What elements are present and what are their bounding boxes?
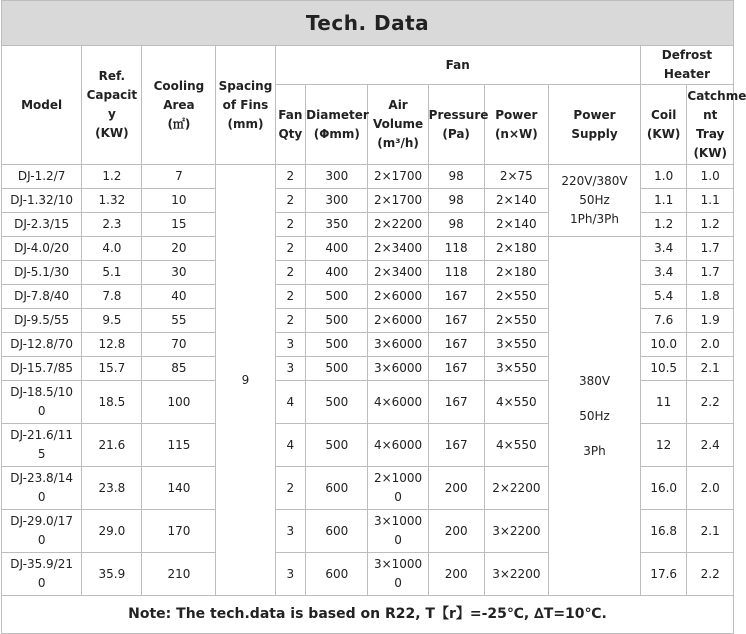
cell-tray: 1.1	[687, 189, 734, 213]
cell-fan-qty: 2	[275, 213, 306, 237]
header-fan-group: Fan	[275, 46, 640, 85]
cell-area: 7	[142, 165, 216, 189]
cell-air-volume: 2×6000	[368, 285, 428, 309]
cell-power: 3×2200	[484, 553, 548, 596]
cell-coil: 3.4	[640, 237, 686, 261]
cell-tray: 1.9	[687, 309, 734, 333]
cell-area: 30	[142, 261, 216, 285]
cell-tray: 1.7	[687, 261, 734, 285]
cell-pressure: 200	[428, 467, 484, 510]
cell-pressure: 118	[428, 261, 484, 285]
cell-coil: 5.4	[640, 285, 686, 309]
header-diameter: Diameter (Φmm)	[306, 85, 368, 165]
cell-area: 85	[142, 357, 216, 381]
cell-diameter: 500	[306, 381, 368, 424]
cell-power: 4×550	[484, 424, 548, 467]
cell-diameter: 500	[306, 357, 368, 381]
cell-tray: 1.7	[687, 237, 734, 261]
cell-power: 4×550	[484, 381, 548, 424]
header-spacing-of-fins: Spacing of Fins (mm)	[216, 46, 275, 165]
cell-model: DJ-23.8/14 0	[2, 467, 82, 510]
cell-model: DJ-9.5/55	[2, 309, 82, 333]
cell-air-volume: 3×1000 0	[368, 553, 428, 596]
cell-power-supply-group1: 220V/380V 50Hz 1Ph/3Ph	[549, 165, 641, 237]
header-model: Model	[2, 46, 82, 165]
cell-model: DJ-12.8/70	[2, 333, 82, 357]
cell-diameter: 500	[306, 285, 368, 309]
cell-air-volume: 2×2200	[368, 213, 428, 237]
cell-pressure: 167	[428, 333, 484, 357]
cell-pressure: 167	[428, 424, 484, 467]
cell-area: 20	[142, 237, 216, 261]
cell-area: 140	[142, 467, 216, 510]
cell-area: 115	[142, 424, 216, 467]
cell-air-volume: 3×6000	[368, 357, 428, 381]
cell-fan-qty: 4	[275, 381, 306, 424]
cell-diameter: 500	[306, 424, 368, 467]
cell-coil: 16.0	[640, 467, 686, 510]
cell-power: 2×75	[484, 165, 548, 189]
cell-model: DJ-18.5/10 0	[2, 381, 82, 424]
cell-diameter: 600	[306, 553, 368, 596]
cell-pressure: 167	[428, 309, 484, 333]
cell-fan-qty: 3	[275, 333, 306, 357]
cell-power: 2×180	[484, 237, 548, 261]
cell-power: 2×550	[484, 285, 548, 309]
header-catchment-tray: Catchme nt Tray (KW)	[687, 85, 734, 165]
cell-pressure: 98	[428, 165, 484, 189]
cell-ref: 5.1	[82, 261, 142, 285]
cell-diameter: 500	[306, 309, 368, 333]
cell-fan-qty: 2	[275, 261, 306, 285]
cell-coil: 10.5	[640, 357, 686, 381]
cell-pressure: 98	[428, 189, 484, 213]
cell-power-supply-group2: 380V 50Hz 3Ph	[549, 237, 641, 596]
cell-ref: 29.0	[82, 510, 142, 553]
cell-coil: 16.8	[640, 510, 686, 553]
header-power: Power (n×W)	[484, 85, 548, 165]
cell-area: 100	[142, 381, 216, 424]
cell-air-volume: 2×1000 0	[368, 467, 428, 510]
cell-model: DJ-4.0/20	[2, 237, 82, 261]
cell-tray: 1.0	[687, 165, 734, 189]
cell-air-volume: 2×3400	[368, 237, 428, 261]
cell-air-volume: 2×1700	[368, 165, 428, 189]
cell-ref: 1.2	[82, 165, 142, 189]
cell-air-volume: 4×6000	[368, 381, 428, 424]
cell-coil: 12	[640, 424, 686, 467]
cell-ref: 9.5	[82, 309, 142, 333]
header-air-volume: Air Volume (m³/h)	[368, 85, 428, 165]
cell-diameter: 400	[306, 261, 368, 285]
cell-area: 55	[142, 309, 216, 333]
cell-model: DJ-1.2/7	[2, 165, 82, 189]
cell-ref: 1.32	[82, 189, 142, 213]
header-coil: Coil (KW)	[640, 85, 686, 165]
cell-tray: 2.1	[687, 357, 734, 381]
table-row	[2, 237, 734, 261]
cell-ref: 21.6	[82, 424, 142, 467]
header-ref-capacity: Ref. Capacit y (KW)	[82, 46, 142, 165]
cell-air-volume: 3×1000 0	[368, 510, 428, 553]
cell-ref: 7.8	[82, 285, 142, 309]
cell-fan-qty: 2	[275, 189, 306, 213]
cell-fan-qty: 3	[275, 357, 306, 381]
cell-ref: 4.0	[82, 237, 142, 261]
cell-air-volume: 2×6000	[368, 309, 428, 333]
cell-power: 3×2200	[484, 510, 548, 553]
cell-area: 15	[142, 213, 216, 237]
cell-diameter: 400	[306, 237, 368, 261]
cell-power: 2×550	[484, 309, 548, 333]
table-note: Note: The tech.data is based on R22, T【r】=-25℃, ∆T=10℃.	[2, 596, 734, 634]
cell-power: 2×140	[484, 189, 548, 213]
cell-model: DJ-5.1/30	[2, 261, 82, 285]
cell-air-volume: 4×6000	[368, 424, 428, 467]
cell-coil: 1.1	[640, 189, 686, 213]
cell-coil: 10.0	[640, 333, 686, 357]
cell-coil: 1.2	[640, 213, 686, 237]
cell-diameter: 350	[306, 213, 368, 237]
header-pressure: Pressure (Pa)	[428, 85, 484, 165]
cell-ref: 18.5	[82, 381, 142, 424]
cell-ref: 12.8	[82, 333, 142, 357]
cell-tray: 2.0	[687, 333, 734, 357]
cell-coil: 11	[640, 381, 686, 424]
cell-area: 170	[142, 510, 216, 553]
cell-power: 2×2200	[484, 467, 548, 510]
cell-pressure: 118	[428, 237, 484, 261]
cell-tray: 2.2	[687, 553, 734, 596]
cell-pressure: 167	[428, 381, 484, 424]
cell-tray: 2.2	[687, 381, 734, 424]
cell-coil: 17.6	[640, 553, 686, 596]
cell-area: 40	[142, 285, 216, 309]
cell-fan-qty: 2	[275, 467, 306, 510]
header-defrost-heater: Defrost Heater	[640, 46, 733, 85]
cell-pressure: 167	[428, 285, 484, 309]
cell-model: DJ-2.3/15	[2, 213, 82, 237]
cell-tray: 1.8	[687, 285, 734, 309]
cell-power: 2×140	[484, 213, 548, 237]
header-cooling-area: Cooling Area (㎡)	[142, 46, 216, 165]
cell-spacing-of-fins: 9	[216, 165, 275, 596]
cell-diameter: 600	[306, 467, 368, 510]
cell-fan-qty: 2	[275, 309, 306, 333]
cell-pressure: 98	[428, 213, 484, 237]
cell-diameter: 500	[306, 333, 368, 357]
cell-ref: 2.3	[82, 213, 142, 237]
cell-tray: 1.2	[687, 213, 734, 237]
cell-coil: 3.4	[640, 261, 686, 285]
cell-diameter: 300	[306, 165, 368, 189]
cell-air-volume: 3×6000	[368, 333, 428, 357]
cell-tray: 2.1	[687, 510, 734, 553]
cell-coil: 7.6	[640, 309, 686, 333]
cell-ref: 15.7	[82, 357, 142, 381]
cell-model: DJ-35.9/21 0	[2, 553, 82, 596]
cell-ref: 35.9	[82, 553, 142, 596]
cell-power: 2×180	[484, 261, 548, 285]
table-title: Tech. Data	[2, 1, 734, 46]
cell-fan-qty: 3	[275, 553, 306, 596]
cell-model: DJ-1.32/10	[2, 189, 82, 213]
cell-diameter: 600	[306, 510, 368, 553]
cell-pressure: 167	[428, 357, 484, 381]
cell-fan-qty: 2	[275, 165, 306, 189]
cell-area: 10	[142, 189, 216, 213]
cell-area: 210	[142, 553, 216, 596]
table-row	[2, 165, 734, 189]
cell-model: DJ-21.6/11 5	[2, 424, 82, 467]
cell-tray: 2.4	[687, 424, 734, 467]
header-power-supply: Power Supply	[549, 85, 641, 165]
cell-power: 3×550	[484, 333, 548, 357]
cell-air-volume: 2×1700	[368, 189, 428, 213]
tech-data-table	[1, 0, 746, 634]
cell-power: 3×550	[484, 357, 548, 381]
cell-pressure: 200	[428, 553, 484, 596]
cell-fan-qty: 4	[275, 424, 306, 467]
cell-pressure: 200	[428, 510, 484, 553]
cell-coil: 1.0	[640, 165, 686, 189]
cell-air-volume: 2×3400	[368, 261, 428, 285]
cell-area: 70	[142, 333, 216, 357]
cell-diameter: 300	[306, 189, 368, 213]
cell-model: DJ-29.0/17 0	[2, 510, 82, 553]
cell-model: DJ-7.8/40	[2, 285, 82, 309]
cell-tray: 2.0	[687, 467, 734, 510]
cell-model: DJ-15.7/85	[2, 357, 82, 381]
cell-ref: 23.8	[82, 467, 142, 510]
cell-fan-qty: 3	[275, 510, 306, 553]
header-fan-qty: Fan Qty	[275, 85, 306, 165]
cell-fan-qty: 2	[275, 285, 306, 309]
cell-fan-qty: 2	[275, 237, 306, 261]
